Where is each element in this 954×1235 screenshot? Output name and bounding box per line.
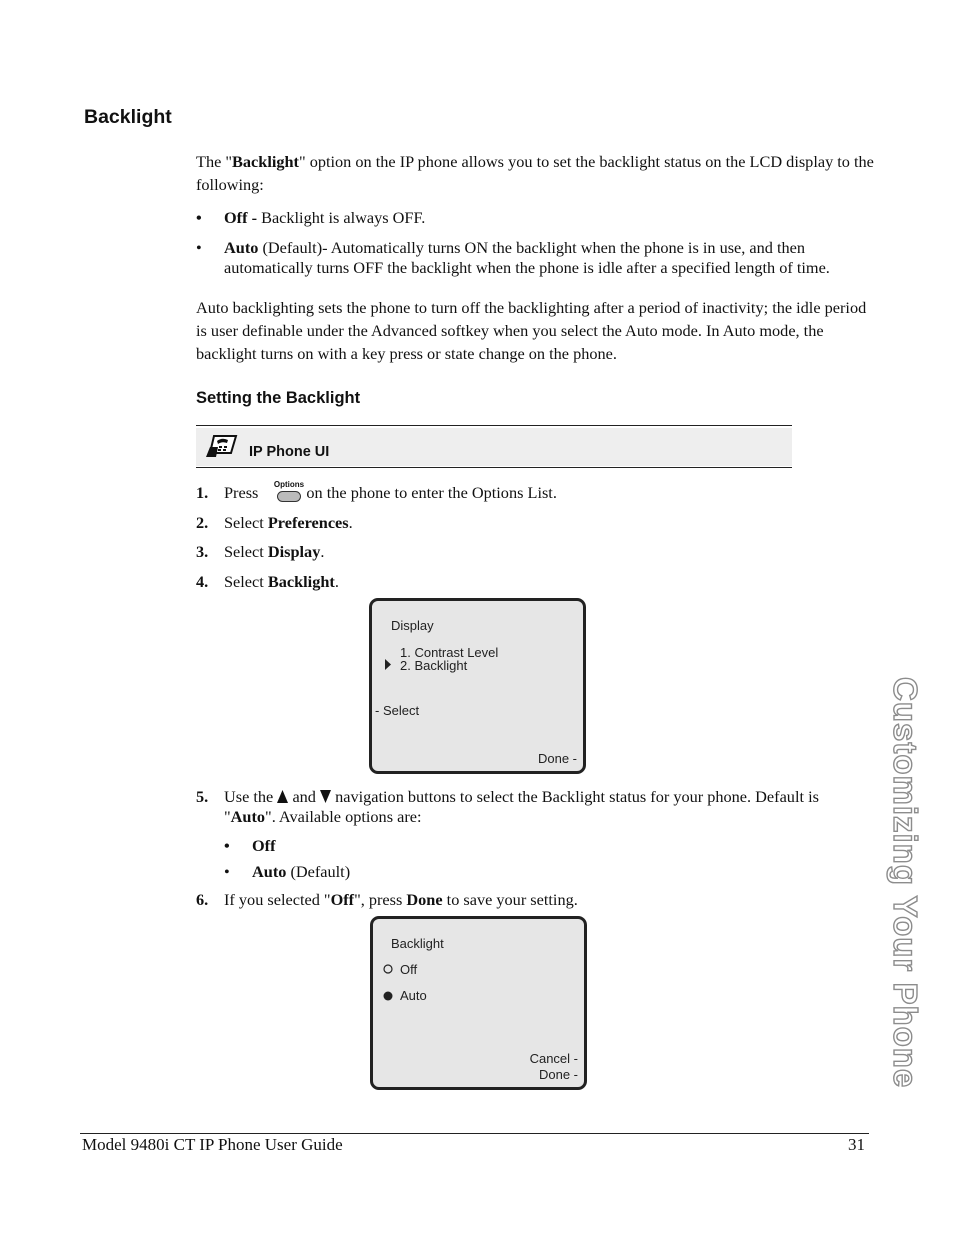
phone-icon bbox=[204, 433, 240, 459]
ip-phone-ui-banner bbox=[196, 425, 792, 468]
screen-title: Display bbox=[391, 618, 434, 633]
bullet-mark: • bbox=[196, 238, 202, 257]
footer-rule bbox=[80, 1133, 869, 1134]
softkey-done[interactable]: Done - bbox=[537, 751, 577, 766]
bullet-mark: • bbox=[196, 208, 202, 227]
footer-guide-title: Model 9480i CT IP Phone User Guide bbox=[82, 1135, 343, 1154]
radio-unselected-icon[interactable] bbox=[383, 964, 393, 974]
chapter-side-title: Customizing Your Phone bbox=[887, 677, 924, 1089]
softkey-done[interactable]: Done - bbox=[538, 1067, 578, 1082]
selection-arrow-icon bbox=[384, 659, 392, 670]
menu-item-contrast-level[interactable]: 1. Contrast Level bbox=[400, 645, 499, 660]
down-arrow-icon bbox=[320, 790, 331, 803]
radio-selected-icon[interactable] bbox=[383, 991, 393, 1001]
softkey-cancel[interactable]: Cancel - bbox=[529, 1051, 578, 1066]
bullet-mark: • bbox=[224, 836, 230, 855]
section-heading: Backlight bbox=[84, 106, 172, 128]
screen-title: Backlight bbox=[391, 936, 444, 951]
bullet-mark: • bbox=[224, 862, 230, 881]
option-auto[interactable]: Auto bbox=[400, 988, 427, 1003]
page-number: 31 bbox=[848, 1135, 865, 1154]
up-arrow-icon bbox=[277, 790, 288, 803]
softkey-select[interactable]: - Select bbox=[375, 703, 420, 718]
option-off[interactable]: Off bbox=[400, 962, 418, 977]
subsection-heading: Setting the Backlight bbox=[196, 389, 361, 407]
menu-item-backlight[interactable]: 2. Backlight bbox=[400, 658, 468, 673]
options-key-icon: Options bbox=[273, 480, 305, 504]
intro-paragraph: The "Backlight" option on the IP phone allows you to set the backlight status on the LCD display to the following: bbox=[196, 152, 874, 194]
auto-backlight-paragraph: Auto backlighting sets the phone to turn off the backlighting after a period of inactivity; the idle period is user definable under the Advanced softkey when you select the Auto mode. In Auto mode, the backlight turns on with a key press or state change on the phone. bbox=[196, 298, 867, 363]
backlight-options-screen bbox=[370, 916, 587, 1090]
ip-phone-ui-label: IP Phone UI bbox=[249, 444, 330, 460]
display-menu-screen bbox=[369, 598, 586, 774]
